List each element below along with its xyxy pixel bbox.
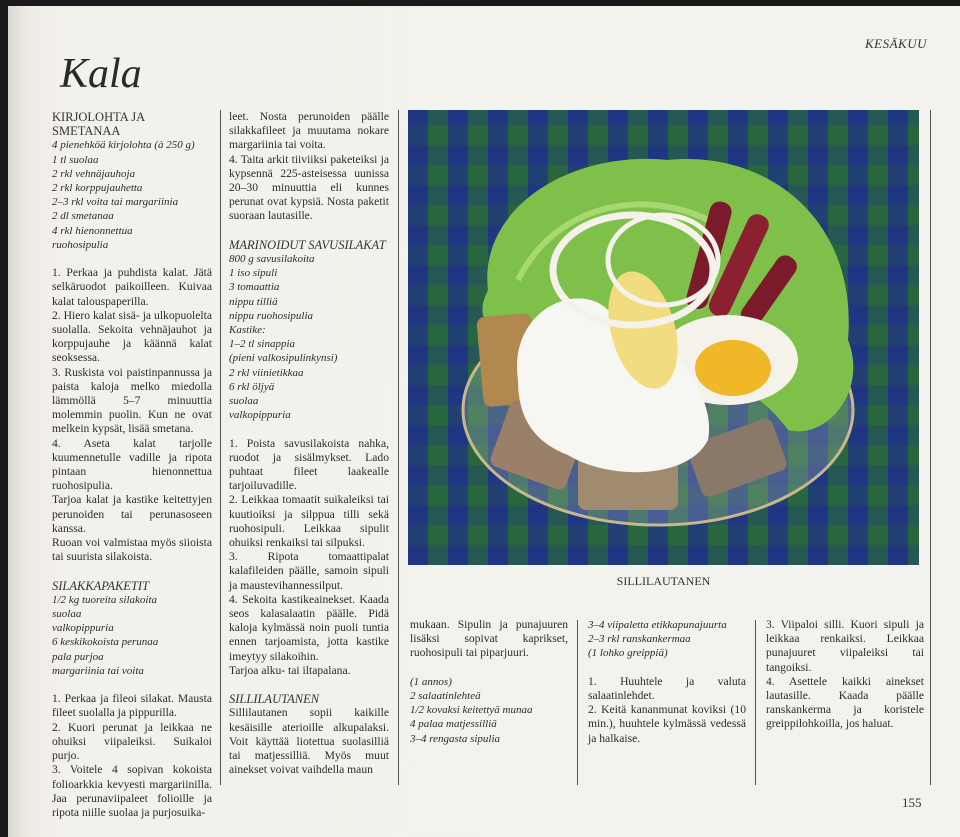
column-divider	[220, 110, 221, 785]
paragraph-spacer	[229, 678, 389, 692]
ingredient-line: 2 rkl vehnäjauhoja	[52, 167, 136, 180]
instruction-paragraph: 4. Asettele kaikki ainekset lautasille. Kaada päälle ranskankerma ja koristele greippilohkoilla, jos haluat.	[766, 674, 924, 731]
page-number: 155	[902, 795, 922, 810]
ingredient-line: pala purjoa	[52, 650, 104, 663]
ingredient-line: suolaa	[229, 395, 259, 408]
column-divider	[755, 620, 756, 785]
recipe-heading: SILAKKAPAKETIT	[52, 578, 150, 593]
paragraph-spacer	[229, 224, 389, 238]
ingredient-line: (1 lohko greippiä)	[588, 647, 668, 660]
paragraph-spacer	[52, 564, 212, 578]
column-divider	[577, 620, 578, 785]
ingredient-line: 1/2 kovaksi keitettyä munaa	[410, 704, 533, 717]
recipe-heading: MARINOIDUT SAVUSILAKAT	[229, 237, 386, 252]
dish-photo	[408, 110, 919, 565]
ingredient-line: 3–4 rengasta sipulia	[410, 732, 501, 745]
instruction-paragraph: 3. Ripota tomaattipalat kalafileiden päälle, samoin sipuli ja maustevihannessilput.	[229, 550, 389, 592]
ingredient-line: valkopippuria	[52, 622, 114, 635]
ingredient-line: 800 g savusilakoita	[229, 253, 315, 266]
paragraph-spacer	[410, 661, 568, 675]
recipe-heading: SILLILAUTANEN	[229, 692, 320, 707]
ingredient-line: 6 rkl öljyä	[229, 380, 275, 393]
instruction-paragraph: 2. Hiero kalat sisä- ja ulkopuolelta suolalla. Sekoita vehnäjauhot ja korppujauhe ja käännä kalat seoksessa.	[52, 308, 212, 365]
paragraph-spacer	[52, 678, 212, 692]
running-head: KESÄKUU	[865, 36, 927, 51]
ingredient-line: 6 keskikokoista perunaa	[52, 636, 159, 649]
instruction-paragraph: 2. Kuori perunat ja leikkaa ne ohuiksi viipaleiksi. Suikaloi purjo.	[52, 720, 212, 763]
instruction-paragraph: mukaan. Sipulin ja punajuuren lisäksi sopivat kaprikset, ruohosipuli tai piparjuuri.	[410, 618, 568, 660]
ingredient-line: 1–2 tl sinappia	[229, 338, 296, 351]
column-divider	[398, 110, 399, 785]
text-column-2	[229, 110, 389, 778]
instruction-paragraph: 1. Huuhtele ja valuta salaatinlehdet.	[588, 674, 746, 702]
ingredient-line: 2–3 rkl ranskankermaa	[588, 633, 691, 646]
instruction-paragraph: 3. Ruskista voi paistinpannussa ja paista kaloja melko miedolla lämmöllä 5–7 minuuttia molemmin puolin. Kun ne ovat melkein kypsät, lisää smetana.	[52, 365, 212, 436]
ingredient-line: 4 pienehköä kirjolohta (à 250 g)	[52, 139, 195, 152]
ingredient-line: nippu tilliä	[229, 295, 278, 308]
ingredient-line: 2 dl smetanaa	[52, 210, 114, 223]
column-divider	[930, 110, 931, 785]
photo-caption: SILLILAUTANEN	[616, 574, 711, 588]
ingredient-line: 2 salaatinlehteä	[410, 690, 481, 702]
herring-plate-illustration	[408, 110, 919, 565]
ingredient-line: valkopippuria	[229, 409, 291, 422]
text-column-4	[588, 618, 746, 746]
instruction-paragraph: 1. Poista savusilakoista nahka, ruodot ja sisälmykset. Lado puhtaat fileet laakealle tarjoiluvadille.	[229, 436, 389, 493]
ingredient-line: margariinia tai voita	[52, 664, 144, 677]
instruction-paragraph: 4. Taita arkit tiiviiksi paketeiksi ja kypsennä 225-asteisessa uunissa 20–30 minuuttia eli kunnes perunat ovat kypsiä. Nosta paketit suoraan lautasille.	[229, 152, 389, 223]
instruction-paragraph: 1. Perkaa ja puhdista kalat. Jätä selkäruodot paikoilleen. Kuivaa kalat talouspaperilla.	[52, 266, 212, 308]
ingredient-line: 2–3 rkl voita tai margariinia	[52, 196, 179, 209]
instruction-paragraph: Ruoan voi valmistaa myös siioista tai suurista silakoista.	[52, 536, 212, 564]
instruction-paragraph: 4. Sekoita kastikeainekset. Kaada seos kalasalaatin päälle. Pidä kaloja kylmässä noin puoli tuntia ennen tarjoamista, jotta kastike imeytyy silakoihin.	[229, 592, 389, 663]
instruction-paragraph: 4. Aseta kalat tarjolle kuumennetulle vadille ja ripota pintaan hienonnettua ruohosipulia.	[52, 436, 212, 493]
ingredient-line: 1 iso sipuli	[229, 267, 278, 280]
text-column-3	[410, 618, 568, 746]
instruction-paragraph: 1. Perkaa ja fileoi silakat. Mausta fileet suolalla ja pippurilla.	[52, 692, 212, 720]
paragraph-spacer	[229, 422, 389, 436]
ingredient-line: 2 rkl korppujauhetta	[52, 182, 143, 195]
ingredient-line: suolaa	[52, 608, 82, 621]
ingredient-line: 3–4 viipaletta etikkapunajuurta	[588, 619, 727, 631]
ingredient-line: nippu ruohosipulia	[229, 309, 314, 322]
paragraph-spacer	[588, 661, 746, 675]
instruction-paragraph: 2. Leikkaa tomaatit suikaleiksi tai kuutioiksi ja silppua tilli sekä ruohosipuli. Leikkaa sipulit ohuiksi renkaiksi tai silpuksi.	[229, 493, 389, 550]
page-title: Kala	[60, 51, 142, 97]
ingredient-line: 2 rkl viinietikkaa	[229, 366, 304, 379]
text-column-5	[766, 618, 924, 732]
ingredient-line: 1 tl suolaa	[52, 153, 99, 166]
instruction-paragraph: leet. Nosta perunoiden päälle silakkafileet ja muutama nokare margariinia tai voita.	[229, 110, 389, 152]
ingredient-line: (pieni valkosipulinkynsi)	[229, 352, 338, 365]
text-column-1	[52, 110, 212, 820]
ingredient-line: 4 palaa matjessilliä	[410, 718, 497, 731]
ingredient-line: 4 rkl hienonnettua	[52, 224, 133, 237]
ingredient-line: ruohosipulia	[52, 238, 109, 251]
instruction-paragraph: 3. Viipaloi silli. Kuori sipuli ja leikkaa renkaiksi. Leikkaa punajuuret viipaleiksi tai tangoiksi.	[766, 618, 924, 674]
instruction-paragraph: Tarjoa alku- tai iltapalana.	[229, 663, 351, 677]
ingredient-line: 1/2 kg tuoreita silakoita	[52, 593, 157, 606]
instruction-paragraph: 3. Voitele 4 sopivan kokoista folioarkkia kevyesti margariinilla. Jaa perunaviipaleet folioille ja ripota niille suolaa ja purjosuika-	[52, 763, 212, 819]
ingredient-line: Kastike:	[229, 324, 266, 337]
paragraph-spacer	[52, 252, 212, 266]
ingredient-line: (1 annos)	[410, 675, 452, 688]
instruction-paragraph: Tarjoa kalat ja kastike keitettyjen perunoiden tai perunasoseen kanssa.	[52, 493, 212, 535]
instruction-paragraph: Sillilautanen sopii kaikille kesäisille aterioille alkupalaksi. Voit käyttää liotettua suolasilliä tai matjessilliä. Myös muut ainekset voivat vaihdella maun	[229, 706, 389, 777]
recipe-heading: KIRJOLOHTA JA SMETANAA	[52, 110, 145, 139]
ingredient-line: 3 tomaattia	[229, 281, 280, 294]
instruction-paragraph: 2. Keitä kananmunat koviksi (10 min.), huuhtele kylmässä vedessä ja halkaise.	[588, 703, 746, 745]
